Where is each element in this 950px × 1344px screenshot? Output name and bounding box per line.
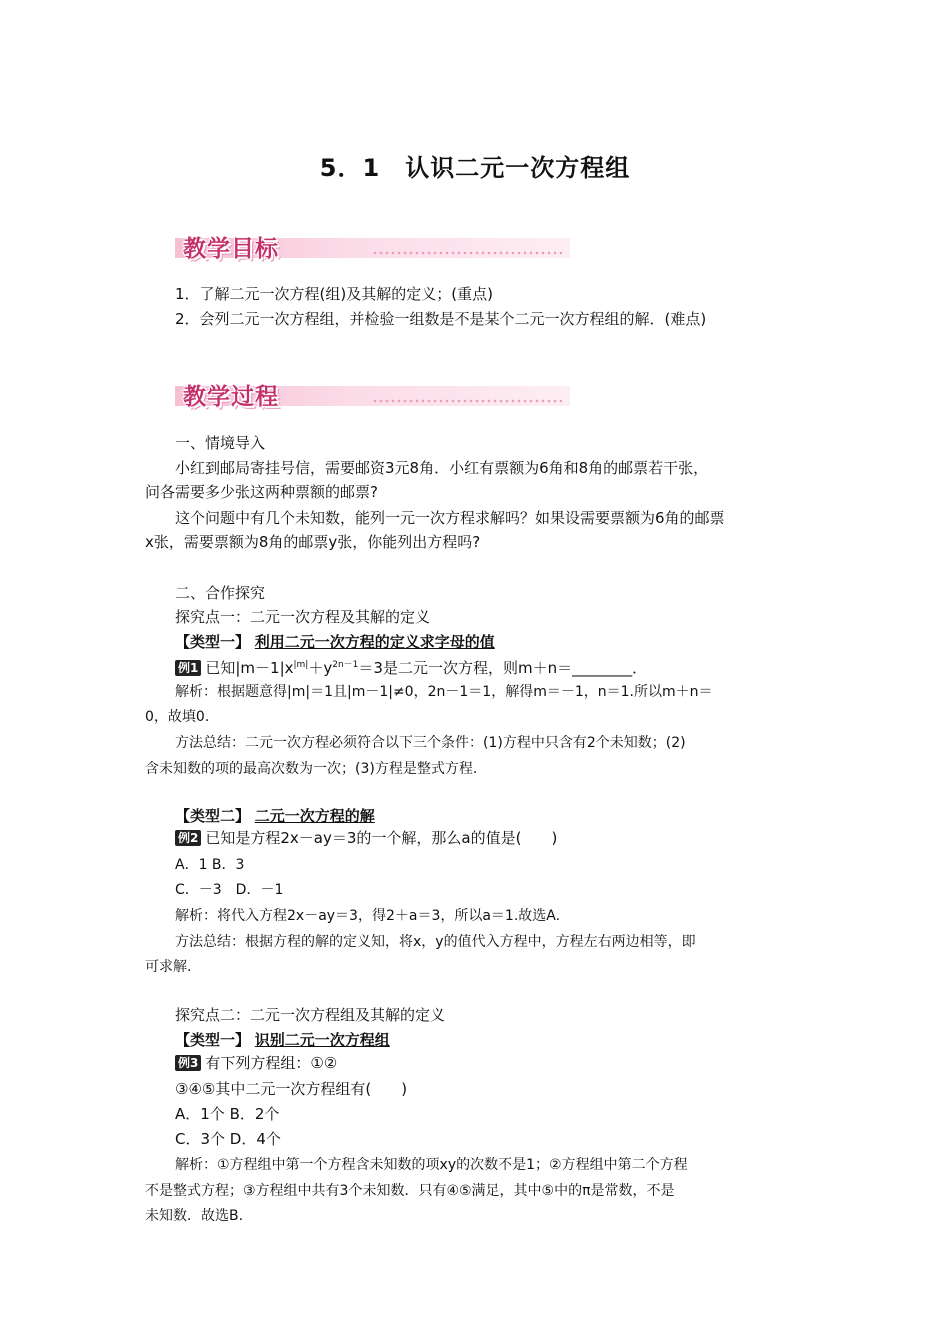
- example2-summary-b: 可求解.: [145, 959, 192, 975]
- example1-solution-a: 解析：根据题意得|m|＝1且|m－1|≠0，2n－1＝1，解得m＝－1，n＝1.所以m＋n＝: [175, 684, 713, 700]
- example1-text-c: ＝3是二元一次方程，则m＋n＝________．: [358, 659, 648, 677]
- section1-heading: 一、情境导入: [175, 434, 266, 452]
- process-banner: [175, 378, 570, 412]
- example2-line: [175, 828, 810, 848]
- objectives-banner-label: 教学目标: [183, 236, 279, 262]
- banner-dots: [372, 251, 562, 255]
- example2-options-1: A．1 B．3: [175, 857, 245, 873]
- example3-text: 有下列方程组：①②: [205, 1054, 338, 1072]
- banner-dots: [372, 399, 562, 403]
- example3-options-2: C．3个 D．4个: [175, 1130, 281, 1148]
- objective-2: 2．会列二元一次方程组，并检验一组数是不是某个二元一次方程组的解．(难点): [175, 310, 707, 328]
- example1-summary-a: 方法总结：二元一次方程必须符合以下三个条件：(1)方程中只含有2个未知数；(2): [175, 735, 686, 751]
- example3-line: [175, 1053, 810, 1073]
- example1-line: [175, 655, 810, 678]
- example3-options-1: A．1个 B．2个: [175, 1105, 280, 1123]
- type2-line: [175, 806, 810, 826]
- section1-p2a: 这个问题中有几个未知数，能列一元一次方程求解吗？如果设需要票额为6角的邮票: [175, 509, 725, 527]
- example3-badge: 例3: [175, 1055, 201, 1071]
- example3-solution-c: 未知数．故选B.: [145, 1208, 244, 1224]
- section1-p2b: x张，需要票额为8角的邮票y张，你能列出方程吗?: [145, 533, 481, 551]
- example1-sup1: |m|: [293, 660, 309, 670]
- objectives-banner: [175, 230, 570, 264]
- type3-title: 识别二元一次方程组: [254, 1031, 390, 1049]
- section1-p1b: 问各需要多少张这两种票额的邮票?: [145, 483, 378, 501]
- example3-solution-b: 不是整式方程；③方程组中共有3个未知数．只有④⑤满足，其中⑤中的π是常数，不是: [145, 1183, 675, 1199]
- example2-summary-a: 方法总结：根据方程的解的定义知，将x，y的值代入方程中，方程左右两边相等，即: [175, 934, 696, 950]
- section2-heading: 二、合作探究: [175, 584, 266, 602]
- point2-heading: 探究点二：二元一次方程组及其解的定义: [175, 1006, 446, 1024]
- example2-options-2: C．－3 D．－1: [175, 882, 284, 898]
- example2-solution: 解析：将代入方程2x－ay＝3，得2＋a＝3，所以a＝1.故选A.: [175, 908, 561, 924]
- example2-text: 已知是方程2x－ay＝3的一个解，那么a的值是( ): [205, 829, 558, 847]
- example3-text2: ③④⑤其中二元一次方程组有( ): [175, 1080, 408, 1098]
- objective-1: 1．了解二元一次方程(组)及其解的定义；(重点): [175, 285, 493, 303]
- example2-badge: 例2: [175, 830, 201, 846]
- type3-line: [175, 1030, 810, 1050]
- example1-solution-b: 0，故填0.: [145, 709, 210, 725]
- type1-title: 利用二元一次方程的定义求字母的值: [254, 633, 495, 651]
- process-banner-label: 教学过程: [183, 384, 279, 410]
- section1-p1a: 小红到邮局寄挂号信，需要邮资3元8角．小红有票额为6角和8角的邮票若干张，: [175, 459, 709, 477]
- type2-tag: 【类型二】: [175, 807, 251, 825]
- example1-summary-b: 含未知数的项的最高次数为一次；(3)方程是整式方程.: [145, 761, 478, 777]
- type2-title: 二元一次方程的解: [254, 807, 375, 825]
- page-title: 5．1 认识二元一次方程组: [319, 154, 631, 182]
- type1-tag: 【类型一】: [175, 633, 251, 651]
- type3-tag: 【类型一】: [175, 1031, 251, 1049]
- example3-solution-a: 解析：①方程组中第一个方程含未知数的项xy的次数不是1；②方程组中第二个方程: [175, 1157, 688, 1173]
- example1-text-a: 已知|m－1|x: [205, 659, 294, 677]
- example1-text-b: ＋y: [308, 659, 333, 677]
- example1-sup2: 2n－1: [332, 660, 359, 670]
- type1-line: [175, 632, 810, 652]
- example1-badge: 例1: [175, 660, 201, 676]
- point1-heading: 探究点一：二元一次方程及其解的定义: [175, 608, 431, 626]
